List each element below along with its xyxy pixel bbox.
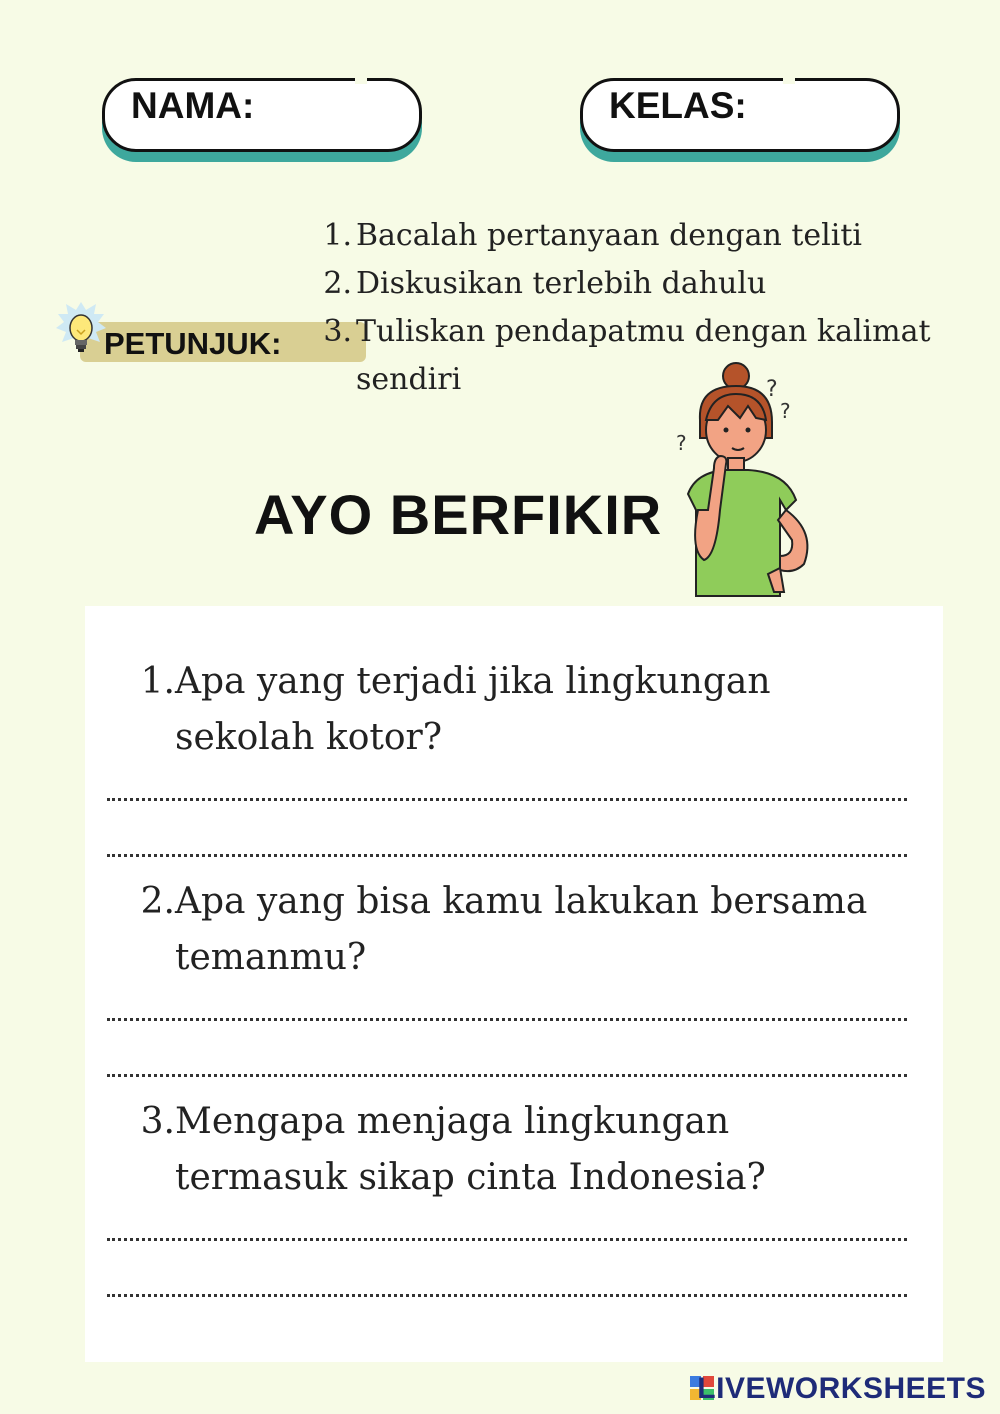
name-label: NAMA:: [131, 85, 255, 126]
question-item: [140, 874, 903, 986]
instruction-text: Bacalah pertanyaan dengan teliti: [356, 218, 862, 253]
name-field[interactable]: [102, 78, 422, 152]
answer-line[interactable]: [107, 798, 907, 801]
page-title: AYO BERFIKIR: [254, 483, 663, 546]
answer-line[interactable]: [107, 854, 907, 857]
instruction-number: 2.: [323, 266, 352, 301]
question-text: Apa yang bisa kamu lakukan bersama temanmu?: [175, 881, 868, 978]
question-number: 2.: [140, 881, 175, 922]
question-text: Mengapa menjaga lingkungan termasuk sikap cinta Indonesia?: [175, 1101, 766, 1198]
class-field[interactable]: [580, 78, 900, 152]
instruction-item: [322, 308, 982, 404]
question-card: [85, 606, 943, 1362]
answer-line[interactable]: [107, 1238, 907, 1241]
hint-text: PETUNJUK:: [104, 326, 282, 361]
answer-line[interactable]: [107, 1074, 907, 1077]
question-item: [140, 654, 903, 766]
instruction-text: Tuliskan pendapatmu dengan kalimat sendiri: [356, 314, 931, 397]
class-label: KELAS:: [609, 85, 747, 126]
box-gap: [355, 76, 367, 84]
question-number: 3.: [140, 1101, 175, 1142]
svg-text:?: ?: [766, 377, 778, 402]
instruction-text: Diskusikan terlebih dahulu: [356, 266, 767, 301]
brand-watermark[interactable]: LIVEWORKSHEETS: [697, 1372, 986, 1405]
instruction-list: [322, 212, 982, 404]
svg-text:?: ?: [676, 431, 687, 455]
svg-text:?: ?: [780, 399, 791, 423]
box-gap: [783, 76, 795, 84]
instruction-item: [322, 212, 982, 260]
question-item: [140, 1094, 903, 1206]
lightbulb-icon: [56, 300, 106, 364]
thinking-girl-illustration: [668, 360, 828, 604]
instruction-item: [322, 260, 982, 308]
instruction-number: 3.: [323, 314, 352, 349]
answer-line[interactable]: [107, 1294, 907, 1297]
question-number: 1.: [140, 661, 175, 702]
answer-line[interactable]: [107, 1018, 907, 1021]
question-text: Apa yang terjadi jika lingkungan sekolah kotor?: [175, 661, 771, 758]
instruction-number: 1.: [323, 218, 352, 253]
